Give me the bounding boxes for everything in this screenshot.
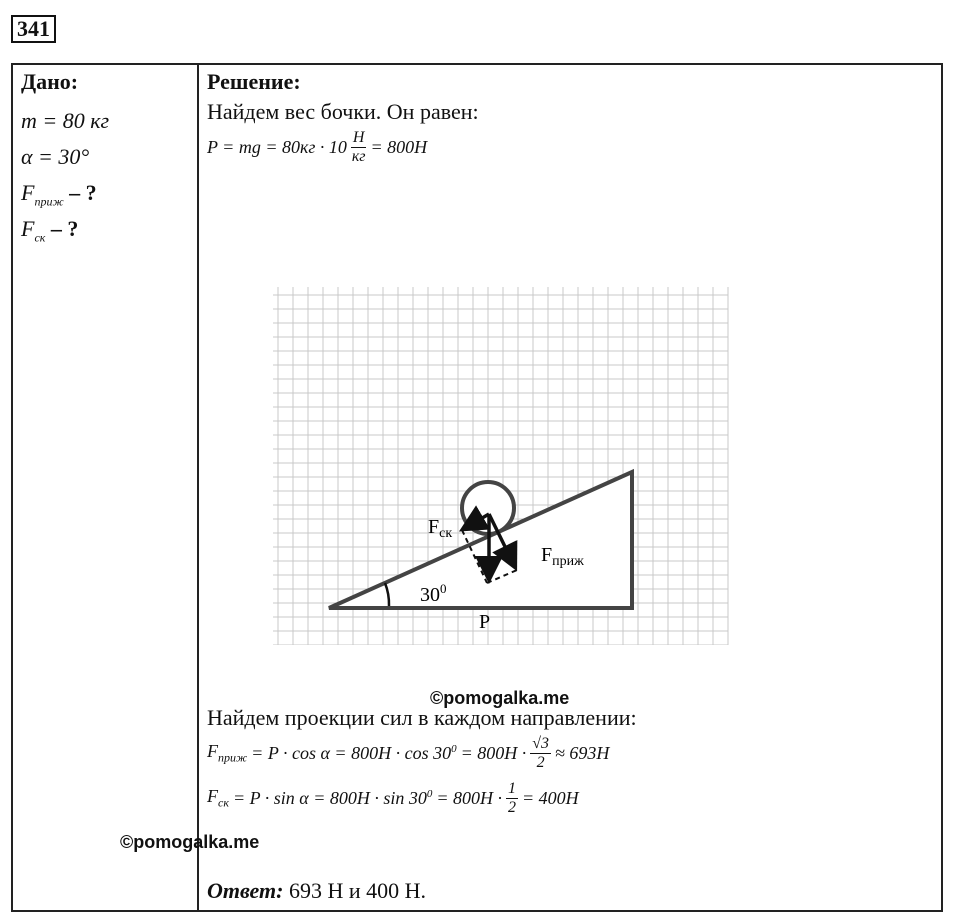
label-fpress: $F_{приж}$ — [541, 544, 584, 569]
weight-intro: Найдем вес бочки. Он равен: — [207, 99, 479, 124]
answer-text: 693 Н и 400 Н. — [283, 878, 427, 903]
f-slide-formula — [207, 780, 937, 817]
weight-frac-num: Н — [352, 129, 365, 146]
solution-column — [207, 69, 937, 166]
given-angle: α = 30° — [21, 144, 90, 169]
answer-line — [207, 878, 426, 904]
projections-intro: Найдем проекции сил в каждом направлении: — [207, 705, 637, 730]
f-press-frac-num: √3 — [532, 735, 550, 752]
f-press-formula-c: = 800Н · — [460, 743, 527, 763]
f-slide-symbol: F — [21, 216, 35, 241]
problem-number: 341 — [11, 15, 56, 43]
watermark-center: ©pomogalka.me — [430, 688, 570, 708]
incline-diagram — [263, 225, 733, 645]
weight-fraction — [351, 129, 367, 166]
f-press-frac-den: 2 — [536, 754, 545, 771]
weight-formula-a: P = mg = 80кг · 10 — [207, 137, 347, 157]
answer-label: Ответ: — [207, 878, 284, 903]
f-slide-formula-c: = 800Н · — [436, 788, 503, 808]
f-slide-formula-d: = 400Н — [522, 788, 579, 808]
given-column — [21, 69, 191, 247]
solution-header: Решение: — [207, 69, 301, 94]
given-f-press — [21, 175, 191, 211]
weight-formula — [207, 129, 937, 166]
f-press-question: – ? — [63, 180, 97, 205]
f-slide-formula-a: $F_{ск}$ — [207, 786, 229, 810]
projections-block — [207, 705, 937, 817]
f-slide-frac-den: 2 — [508, 799, 517, 816]
given-header: Дано: — [21, 69, 79, 94]
watermark-left: ©pomogalka.me — [120, 832, 260, 852]
weight-formula-b: = 800Н — [370, 137, 428, 157]
label-angle: $30^0$ — [420, 581, 447, 606]
column-divider — [197, 65, 199, 910]
f-slide-fraction — [506, 780, 518, 817]
given-f-slide — [21, 211, 191, 247]
f-press-formula-a: $F_{приж}$ — [207, 741, 248, 765]
weight-frac-den: кг — [351, 148, 366, 165]
f-press-fraction — [530, 735, 551, 772]
f-slide-sub: ск — [34, 230, 46, 245]
f-slide-question: – ? — [45, 216, 79, 241]
solution-table — [11, 63, 943, 912]
f-press-sub: приж — [34, 194, 64, 209]
label-p: P — [479, 611, 491, 633]
f-slide-formula-b: = $P \cdot \sin \alpha = 800Н \cdot \sin 30^0$ — [232, 788, 433, 808]
f-press-formula-d: ≈ 693Н — [555, 743, 610, 763]
given-mass: m = 80 кг — [21, 108, 110, 133]
f-press-formula-b: = $P \cdot \cos \alpha = 800Н \cdot \cos 30^0$ — [251, 743, 457, 763]
f-press-symbol: F — [21, 180, 35, 205]
f-press-formula — [207, 735, 937, 772]
label-fsk: $F_{ск}$ — [428, 516, 453, 541]
f-slide-frac-num: 1 — [508, 780, 517, 797]
